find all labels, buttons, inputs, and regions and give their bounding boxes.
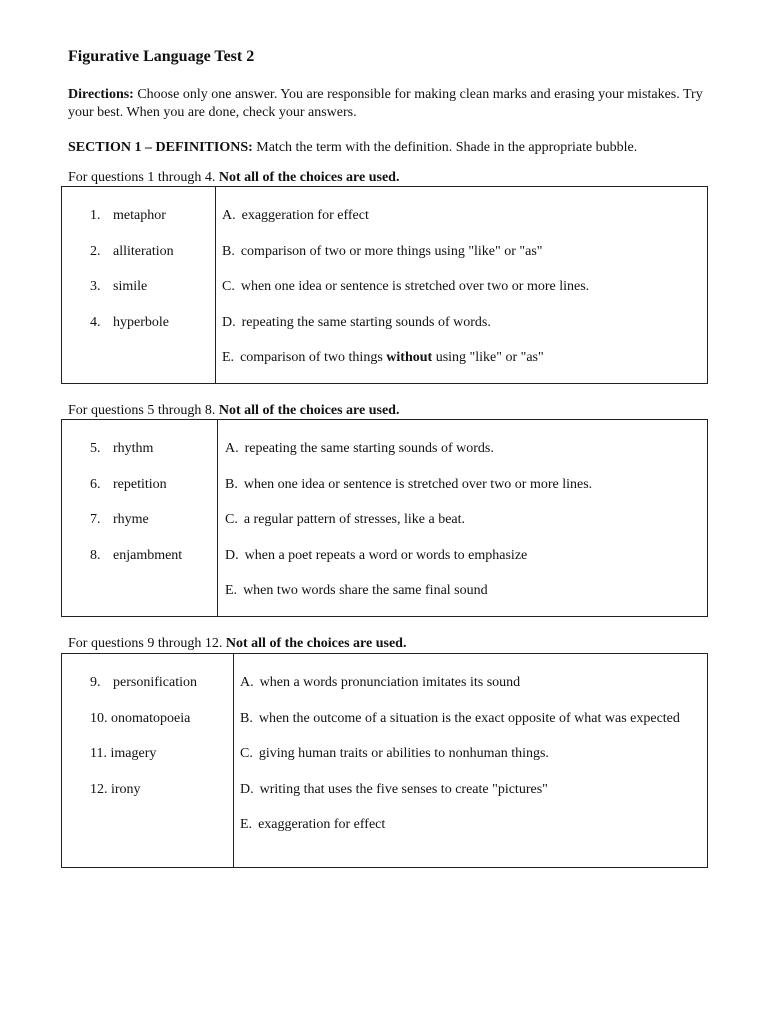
choice-letter: E. [222, 350, 235, 365]
term-number: 11. [90, 746, 107, 761]
term-text: repetition [113, 476, 167, 492]
choice-item [225, 511, 703, 529]
choice-text: giving human traits or abilities to nonhuman things. [258, 746, 549, 761]
term-number: 1. [90, 208, 101, 223]
term-text: imagery [110, 746, 157, 761]
term-text: irony [111, 781, 141, 797]
group-2-note [68, 403, 399, 419]
group-3-terms [90, 674, 197, 816]
group-2-choices [225, 440, 703, 618]
choice-text: comparison of two or more things using "like" or "as" [240, 243, 543, 259]
term-item [90, 547, 182, 583]
term-text: simile [113, 279, 148, 294]
term-number: 10. [90, 710, 108, 726]
term-text: personification [113, 675, 197, 690]
group-3-divider [233, 654, 234, 867]
choice-letter: A. [240, 675, 254, 690]
term-text: onomatopoeia [111, 710, 191, 726]
term-number: 2. [90, 243, 101, 259]
choice-text: exaggeration for effect [258, 817, 386, 832]
term-number: 3. [90, 279, 101, 294]
group-3-note-bold: Not all of the choices are used. [225, 636, 407, 651]
group-2-divider [217, 420, 218, 616]
choice-text: when the outcome of a situation is the exact opposite of what was expected [258, 710, 680, 726]
choice-letter: E. [240, 817, 253, 832]
group-1-divider [215, 187, 216, 383]
term-item [90, 207, 174, 243]
term-number: 7. [90, 512, 101, 527]
term-item [90, 745, 197, 781]
choice-item [222, 207, 702, 225]
term-item [90, 440, 182, 476]
choice-text: exaggeration for effect [241, 208, 369, 223]
choice-letter: C. [222, 279, 235, 294]
choice-letter: B. [222, 243, 235, 259]
group-1-note-text: For questions 1 through 4. [68, 170, 219, 185]
choice-item [222, 243, 702, 261]
choice-letter: C. [240, 746, 253, 761]
group-1-box [61, 186, 708, 384]
choice-text: repeating the same starting sounds of words. [241, 314, 491, 330]
term-number: 8. [90, 547, 101, 563]
directions-text: Choose only one answer. You are responsible for making clean marks and erasing your mistakes. Try your best. When you are done, check your answers. [68, 87, 703, 120]
choice-item [222, 314, 702, 332]
group-2-box [61, 419, 708, 617]
term-text: metaphor [113, 208, 166, 223]
term-item [90, 674, 197, 710]
section-text: Match the term with the definition. Shade in the appropriate bubble. [252, 140, 638, 155]
term-item [90, 243, 174, 279]
choice-text: when one idea or sentence is stretched over two or more lines. [243, 476, 593, 492]
choice-item [240, 816, 695, 834]
choice-item [225, 582, 703, 600]
choice-text: comparison of two things [240, 350, 387, 365]
choice-letter: C. [225, 512, 238, 527]
choice-text: a regular pattern of stresses, like a beat. [243, 512, 466, 527]
choice-letter: E. [225, 583, 238, 598]
term-text: enjambment [113, 547, 183, 563]
term-number: 9. [90, 675, 101, 690]
term-item [90, 781, 197, 817]
group-2-note-text: For questions 5 through 8. [68, 403, 219, 418]
choice-text: when a words pronunciation imitates its sound [259, 675, 521, 690]
term-number: 6. [90, 476, 101, 492]
choice-letter: A. [222, 208, 236, 223]
group-1-terms [90, 207, 174, 349]
choice-letter: B. [240, 710, 253, 726]
term-item [90, 710, 197, 746]
choice-letter: D. [240, 781, 254, 797]
choice-letter: D. [222, 314, 236, 330]
choice-letter: A. [225, 441, 239, 456]
group-3-note-text: For questions 9 through 12. [68, 636, 226, 651]
choice-letter: B. [225, 476, 238, 492]
term-item [90, 314, 174, 350]
choice-text: when one idea or sentence is stretched over two or more lines. [240, 279, 590, 294]
term-text: hyperbole [113, 314, 169, 330]
choice-item [225, 440, 703, 458]
group-3-box [61, 653, 708, 868]
choice-text: writing that uses the five senses to create "pictures" [259, 781, 548, 797]
group-1-choices [222, 207, 702, 385]
group-2-note-bold: Not all of the choices are used. [218, 403, 400, 418]
directions [68, 86, 708, 122]
term-number: 4. [90, 314, 101, 330]
term-text: rhyme [113, 512, 149, 527]
choice-letter: D. [225, 547, 239, 563]
group-3-note [68, 636, 406, 652]
choice-item [240, 710, 695, 728]
choice-item [222, 349, 702, 367]
choice-text: repeating the same starting sounds of words. [244, 441, 494, 456]
group-2-terms [90, 440, 182, 582]
choice-item [225, 476, 703, 494]
choice-item [240, 781, 695, 799]
choice-item [240, 745, 695, 763]
term-text: rhythm [113, 441, 154, 456]
section-label: SECTION 1 – DEFINITIONS: [68, 140, 253, 155]
group-1-note-bold: Not all of the choices are used. [218, 170, 400, 185]
section-heading [68, 140, 728, 156]
choice-text: when a poet repeats a word or words to emphasize [244, 547, 528, 563]
group-1-note [68, 170, 399, 186]
choice-item [240, 674, 695, 692]
page-title: Figurative Language Test 2 [68, 48, 255, 65]
choice-item [222, 278, 702, 296]
term-item [90, 278, 174, 314]
term-text: alliteration [113, 243, 174, 259]
directions-label: Directions: [68, 87, 134, 102]
choice-emphasis: without [386, 350, 433, 365]
term-item [90, 511, 182, 547]
choice-text: when two words share the same final sound [243, 583, 488, 598]
term-item [90, 476, 182, 512]
group-3-choices [240, 674, 695, 852]
choice-text-after: using "like" or "as" [432, 350, 544, 365]
choice-item [225, 547, 703, 565]
term-number: 12. [90, 781, 108, 797]
term-number: 5. [90, 441, 101, 456]
